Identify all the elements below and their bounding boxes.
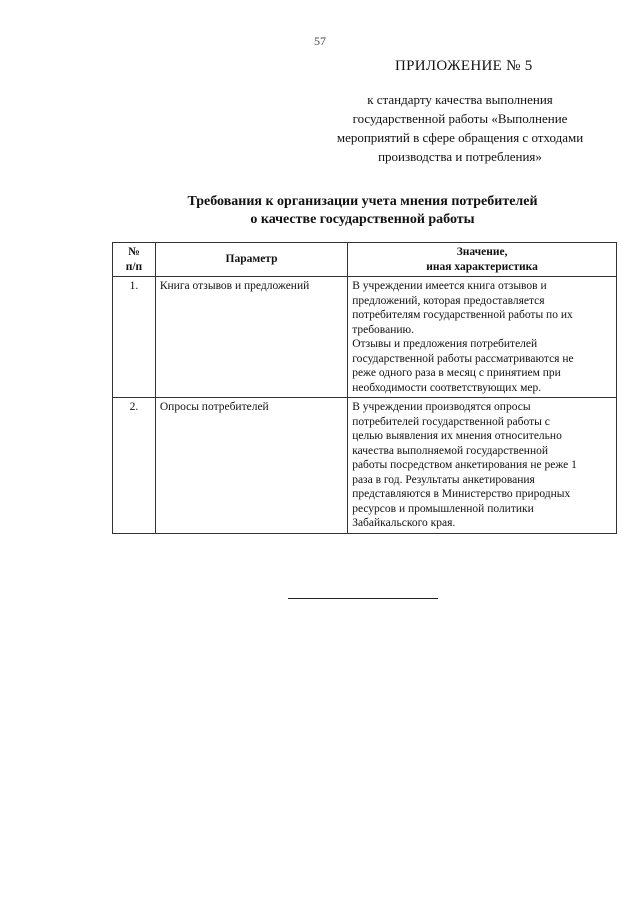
header-value-line: иная характеристика: [426, 260, 538, 273]
value-line: представляются в Министерство природных: [352, 488, 571, 500]
header-parameter: Параметр: [155, 243, 347, 277]
row-number: 1.: [113, 277, 156, 398]
appendix-subtitle-line: к стандарту качества выполнения: [367, 92, 553, 107]
value-line: Забайкальского края.: [352, 517, 456, 529]
appendix-title: ПРИЛОЖЕНИЕ № 5: [395, 58, 533, 74]
appendix-subtitle: [310, 90, 610, 166]
appendix-subtitle-line: мероприятий в сфере обращения с отходами: [336, 130, 584, 145]
row-value: [348, 277, 617, 398]
header-number-line: п/п: [125, 260, 143, 273]
header-value-line: Значение,: [456, 246, 508, 258]
table-header-row: [113, 243, 617, 277]
row-parameter: Книга отзывов и предложений: [155, 277, 347, 398]
value-line: качества выполняемой государственной: [352, 444, 549, 457]
requirements-table: [112, 242, 617, 534]
heading-line: о качестве государственной работы: [250, 212, 475, 227]
header-number-line: №: [128, 246, 140, 258]
document-heading: [90, 193, 635, 229]
header-value: [348, 243, 617, 277]
table-row: [113, 277, 617, 398]
row-number: 2.: [113, 398, 156, 534]
appendix-subtitle-line: государственной работы «Выполнение: [352, 111, 568, 126]
value-line: В учреждении имеется книга отзывов и: [352, 280, 547, 292]
value-line: Отзывы и предложения потребителей: [352, 338, 538, 350]
value-line: реже одного раза в месяц с принятием при: [352, 367, 561, 379]
closing-divider-line: [288, 598, 438, 599]
row-parameter: Опросы потребителей: [155, 398, 347, 534]
page-number: 57: [314, 34, 326, 48]
value-line: работы посредством анкетирования не реже 1: [352, 459, 577, 471]
value-line: необходимости соответствующих мер.: [352, 381, 542, 394]
value-line: требованию.: [352, 323, 414, 336]
row-value: [348, 398, 617, 534]
header-number: [113, 243, 156, 277]
value-line: ресурсов и промышленной политики: [352, 502, 534, 515]
table-row: [113, 398, 617, 534]
value-line: государственной работы рассматриваются не: [352, 352, 574, 365]
value-line: раза в год. Результаты анкетирования: [352, 473, 535, 486]
value-line: В учреждении производятся опросы: [352, 401, 531, 413]
value-line: целью выявления их мнения относительно: [352, 430, 562, 442]
value-line: потребителям государственной работы по их: [352, 309, 573, 321]
appendix-subtitle-line: производства и потребления»: [378, 149, 542, 164]
heading-line: Требования к организации учета мнения потребителей: [187, 194, 538, 209]
value-line: потребителей государственной работы с: [352, 415, 550, 428]
value-line: предложений, которая предоставляется: [352, 294, 545, 307]
